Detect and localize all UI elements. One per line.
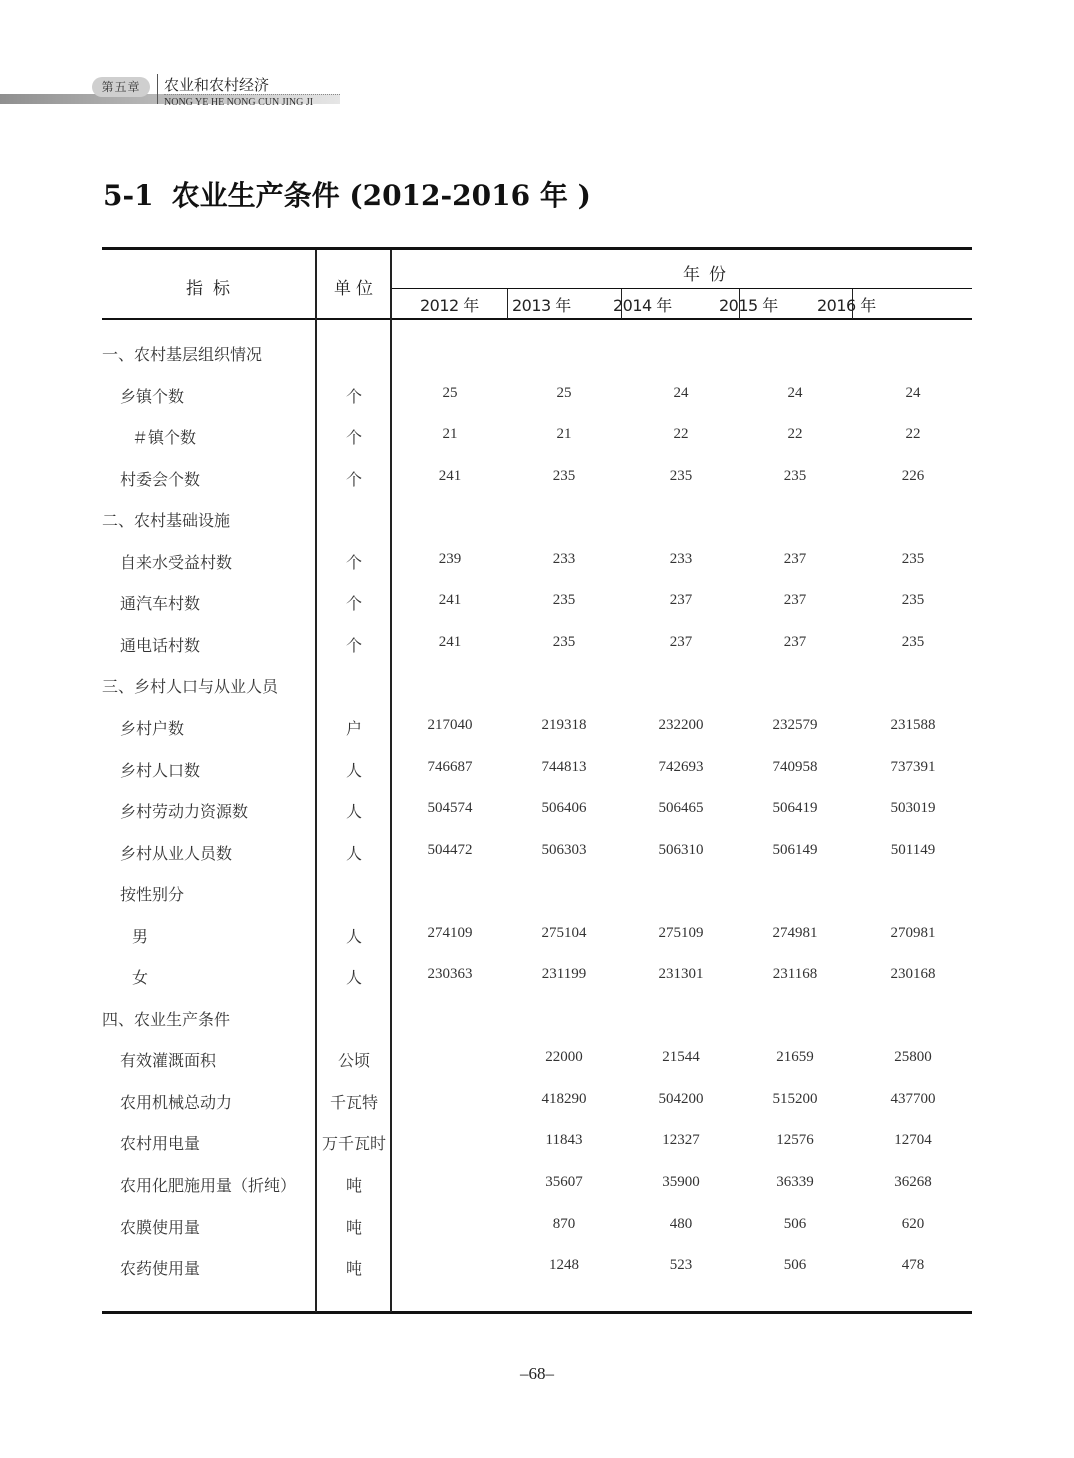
row-value: 233	[552, 551, 576, 567]
row-value: 506303	[541, 842, 587, 858]
year-group-rule	[392, 288, 972, 289]
row-unit: 个	[345, 594, 362, 613]
row-unit: 个	[345, 553, 362, 572]
column-header-indicator: 指标	[186, 279, 240, 299]
row-unit: 吨	[345, 1259, 362, 1278]
row-value: 506465	[658, 800, 704, 816]
row-value: 239	[438, 551, 462, 567]
row-value: 235	[901, 592, 925, 608]
table-row	[102, 882, 972, 923]
row-value: 24	[905, 385, 921, 401]
column-header-year: 2012 年	[420, 296, 479, 315]
row-unit: 公顷	[337, 1051, 370, 1070]
row-value: 35900	[662, 1174, 700, 1190]
table-top-rule	[102, 247, 972, 250]
row-value: 270981	[890, 925, 936, 941]
row-value: 504200	[658, 1091, 704, 1107]
row-unit: 人	[345, 844, 362, 863]
row-value: 237	[783, 634, 807, 650]
row-value: 504472	[427, 842, 473, 858]
row-unit: 人	[345, 927, 362, 946]
row-value: 22	[787, 426, 803, 442]
row-label: ＃镇个数	[132, 428, 197, 447]
row-value: 506406	[541, 800, 587, 816]
row-value: 22	[905, 426, 921, 442]
row-value: 515200	[772, 1091, 818, 1107]
row-value: 226	[901, 468, 925, 484]
column-header-year: 2014 年	[613, 296, 672, 315]
row-unit: 个	[345, 428, 362, 447]
table-row	[102, 550, 972, 591]
table-row	[102, 674, 972, 715]
row-unit: 个	[345, 470, 362, 489]
table-row	[102, 1256, 972, 1297]
row-value: 740958	[772, 759, 818, 775]
table-title-text: 农业生产条件 (2012-2016 年 )	[171, 179, 591, 212]
row-value: 235	[552, 634, 576, 650]
row-value: 274981	[772, 925, 818, 941]
row-value: 1248	[549, 1257, 579, 1273]
table-row	[102, 591, 972, 632]
row-label: 自来水受益村数	[120, 553, 233, 572]
chapter-pinyin: NONG YE HE NONG CUN JING JI	[164, 97, 314, 108]
table-row	[102, 1048, 972, 1089]
row-value: 21544	[662, 1049, 700, 1065]
row-value: 504574	[427, 800, 473, 816]
row-value: 217040	[427, 717, 473, 733]
chapter-title: 农业和农村经济	[164, 76, 270, 94]
row-label: 农村用电量	[120, 1134, 201, 1153]
page-number: –68–	[520, 1364, 554, 1383]
table-row	[102, 841, 972, 882]
row-value: 235	[552, 592, 576, 608]
row-value: 870	[552, 1216, 576, 1232]
row-value: 241	[438, 468, 462, 484]
row-value: 241	[438, 592, 462, 608]
row-value: 501149	[890, 842, 936, 858]
row-unit: 吨	[345, 1218, 362, 1237]
table-row	[102, 342, 972, 383]
row-value: 275104	[541, 925, 587, 941]
row-value: 230363	[427, 966, 473, 982]
row-value: 21	[556, 426, 572, 442]
year-header-divider	[507, 289, 508, 319]
row-value: 231168	[772, 966, 818, 982]
row-unit: 吨	[345, 1176, 362, 1195]
row-value: 506149	[772, 842, 818, 858]
row-label: 男	[132, 927, 149, 946]
chapter-badge: 第五章	[92, 77, 150, 97]
row-value: 237	[783, 551, 807, 567]
row-value: 506310	[658, 842, 704, 858]
row-label: 乡村从业人员数	[120, 844, 233, 863]
row-label: 乡镇个数	[120, 387, 185, 406]
table-bottom-rule	[102, 1311, 972, 1314]
row-value: 437700	[890, 1091, 936, 1107]
table-row	[102, 1007, 972, 1048]
table-row	[102, 1131, 972, 1172]
row-value: 12576	[776, 1132, 814, 1148]
table-row	[102, 384, 972, 425]
table-row	[102, 799, 972, 840]
row-value: 237	[783, 592, 807, 608]
row-value: 35607	[545, 1174, 583, 1190]
row-value: 11843	[545, 1132, 583, 1148]
row-value: 274109	[427, 925, 473, 941]
row-label: 乡村人口数	[120, 761, 201, 780]
row-value: 235	[552, 468, 576, 484]
row-value: 237	[669, 592, 693, 608]
row-label: 按性别分	[120, 885, 185, 904]
row-value: 36268	[894, 1174, 932, 1190]
row-value: 275109	[658, 925, 704, 941]
row-value: 21	[442, 426, 458, 442]
row-value: 241	[438, 634, 462, 650]
table-row	[102, 716, 972, 757]
row-unit: 万千瓦时	[321, 1134, 386, 1153]
row-unit: 人	[345, 761, 362, 780]
row-label: 二、农村基础设施	[102, 511, 231, 530]
row-unit: 个	[345, 387, 362, 406]
row-value: 25800	[894, 1049, 932, 1065]
row-label: 农用化肥施用量（折纯）	[120, 1176, 297, 1195]
row-value: 737391	[890, 759, 936, 775]
row-value: 24	[673, 385, 689, 401]
row-value: 36339	[776, 1174, 814, 1190]
header-divider	[157, 74, 158, 104]
row-value: 232200	[658, 717, 704, 733]
row-value: 742693	[658, 759, 704, 775]
row-value: 12704	[894, 1132, 932, 1148]
row-value: 418290	[541, 1091, 587, 1107]
row-value: 746687	[427, 759, 473, 775]
column-header-unit: 单位	[334, 279, 378, 299]
row-label: 农药使用量	[120, 1259, 201, 1278]
header-dotted-rule	[164, 94, 340, 95]
row-value: 506	[783, 1257, 807, 1273]
row-value: 478	[901, 1257, 925, 1273]
row-value: 22000	[545, 1049, 583, 1065]
table-row	[102, 508, 972, 549]
table-header-rule	[102, 318, 972, 320]
table-row	[102, 467, 972, 508]
row-value: 503019	[890, 800, 936, 816]
row-value: 219318	[541, 717, 587, 733]
row-value: 25	[556, 385, 572, 401]
row-label: 通电话村数	[120, 636, 201, 655]
table-row	[102, 1173, 972, 1214]
row-value: 231301	[658, 966, 704, 982]
row-label: 女	[132, 968, 149, 987]
row-label: 乡村户数	[120, 719, 185, 738]
column-header-year: 2016 年	[817, 296, 876, 315]
row-value: 231588	[890, 717, 936, 733]
row-label: 一、农村基层组织情况	[102, 345, 263, 364]
row-value: 480	[669, 1216, 693, 1232]
table-row	[102, 924, 972, 965]
row-unit: 千瓦特	[329, 1093, 378, 1112]
row-value: 22	[673, 426, 689, 442]
row-value: 230168	[890, 966, 936, 982]
row-value: 25	[442, 385, 458, 401]
row-label: 通汽车村数	[120, 594, 201, 613]
row-value: 231199	[541, 966, 587, 982]
row-unit: 人	[345, 968, 362, 987]
table-row	[102, 758, 972, 799]
column-header-year-group: 年份	[683, 265, 735, 285]
table-row	[102, 425, 972, 466]
row-value: 233	[669, 551, 693, 567]
row-label: 四、农业生产条件	[102, 1010, 231, 1029]
row-value: 24	[787, 385, 803, 401]
row-value: 21659	[776, 1049, 814, 1065]
table-number: 5-1	[103, 179, 154, 212]
row-value: 744813	[541, 759, 587, 775]
row-value: 235	[901, 634, 925, 650]
table-row	[102, 1215, 972, 1256]
table-row	[102, 633, 972, 674]
table-row	[102, 1090, 972, 1131]
column-header-year: 2013 年	[512, 296, 571, 315]
row-value: 12327	[662, 1132, 700, 1148]
row-label: 农膜使用量	[120, 1218, 201, 1237]
row-label: 乡村劳动力资源数	[120, 802, 249, 821]
row-unit: 人	[345, 802, 362, 821]
row-value: 232579	[772, 717, 818, 733]
row-value: 506419	[772, 800, 818, 816]
row-value: 237	[669, 634, 693, 650]
row-label: 三、乡村人口与从业人员	[102, 677, 279, 696]
table-row	[102, 965, 972, 1006]
row-value: 523	[669, 1257, 693, 1273]
row-value: 506	[783, 1216, 807, 1232]
row-value: 235	[901, 551, 925, 567]
row-label: 有效灌溉面积	[120, 1051, 217, 1070]
row-unit: 个	[345, 636, 362, 655]
column-header-year: 2015 年	[719, 296, 778, 315]
row-value: 235	[783, 468, 807, 484]
row-unit: 户	[345, 719, 362, 738]
row-value: 235	[669, 468, 693, 484]
table-title	[103, 174, 591, 214]
row-label: 农用机械总动力	[120, 1093, 233, 1112]
row-value: 620	[901, 1216, 925, 1232]
row-label: 村委会个数	[120, 470, 201, 489]
